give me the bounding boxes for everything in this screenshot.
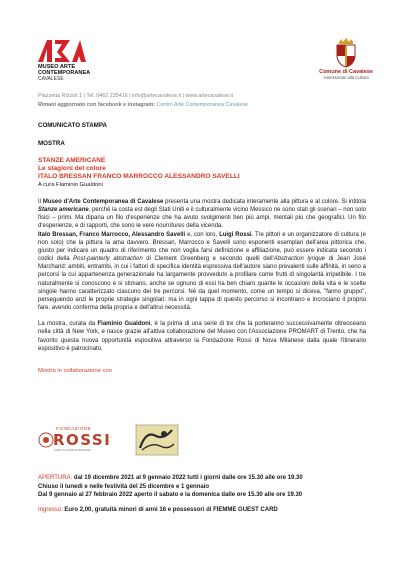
mostra-heading: MOSTRA (38, 140, 65, 147)
p2-f: di Clement Greenberg e secondo quelli dell' (142, 256, 274, 263)
comune-name: Comune di Cavalese (319, 69, 373, 75)
paragraph-collaboration (38, 320, 366, 353)
p1-e: , perché la costa est degli Stati Uniti e il culturalmente vicino Messico ne sono stati gli scenari – non solo fisici – primi. Ma dipana un filo d'esperienze che ha avuto svolgimenti ben più ampi, mentali più che geografici. Un filo d'esperienze, e di rapporti, che sono le vere (38, 207, 366, 230)
ingresso-label: Ingresso: (38, 506, 63, 513)
exhibition-title: STANZE AMERICANE (38, 157, 106, 164)
p1-c: presenta una mostra dedicata interamente alla pittura e al colore. Si intitola (163, 199, 367, 205)
museum-logo-text (38, 64, 118, 82)
sponsor-logos (38, 424, 208, 456)
social-line (38, 101, 378, 110)
curator-line: A cura Flaminio Gualdoni (38, 182, 103, 188)
p1-a: Il (38, 199, 43, 205)
comunicato-heading: COMUNICATO STAMPA (38, 122, 107, 129)
apertura-dates: dal 19 dicembre 2021 al 9 gennaio 2022 tutti i giorni dalle ore 15.30 alle ore 19.30 (72, 475, 303, 481)
p1-title: Stanze americane (38, 207, 89, 214)
p2-b: e, con loro, (185, 231, 220, 238)
apertura-line3: Dal 9 gennaio al 27 febbraio 2022 aperto il sabato e la domenica dalle ore 15.30 alle ore 19.30 (38, 492, 303, 499)
p1-g: della vicenda. (184, 223, 223, 230)
p1-nourritures: nourritures (155, 223, 185, 230)
museum-logo-line3: CAVALESE (38, 76, 64, 82)
p3-c: , è la prima di una serie di tre che la porteranno successivamente oltreoceano nella città di New York, e nasce grazie all'attiva collaborazione del Museo con l'Associazione PROMART di Trento, che ha favorito questa nuova opportunità espositiva attraverso la Fondazione Rossi di Nova Milanese dalla quale l'itinerario espositivo è patrocinato. (38, 321, 366, 352)
p2-artists: Italo Bressan, Franco Marrocco, Alessandro Savelli (38, 231, 186, 238)
document-body (38, 122, 366, 375)
rossi-emblem-icon (38, 428, 54, 452)
ingresso-text: Euro 2,00, gratuità minori di anni 16 e possessori di FIEMME GUEST CARD (62, 506, 278, 513)
paragraph-intro (38, 198, 366, 231)
exhibition-artists: ITALO BRESSAN FRANCO MARROCCO ALESSANDRO SAVELLI (38, 173, 240, 180)
social-link[interactable]: Centro Arte Contemporanea Cavalese (155, 102, 249, 108)
apertura-line2: Chiuso il lunedì e nelle festività del 25 dicembre e 1 gennaio (38, 483, 210, 490)
apertura-line1 (38, 474, 368, 483)
museum-logo-line2: CONTEMPORANEA (38, 70, 91, 76)
fondazione-rossi-logo (38, 424, 112, 456)
social-bold: Rimani aggiornato con facebook e instagram: (38, 102, 156, 108)
museum-logo-line1: MUSEO ARTE (38, 64, 76, 70)
exhibition-subtitle: Le stagioni del colore (38, 165, 106, 172)
coat-of-arms-icon (335, 38, 357, 68)
apertura-label: APERTURA: (38, 475, 73, 481)
rossi-top: FONDAZIONE (56, 426, 92, 431)
comune-sub: Assessorato alla Cultura (323, 75, 369, 80)
p2-postpainterly: Post-painterly abstraction (73, 256, 143, 263)
promart-logo-image (134, 424, 180, 456)
museum-logo-mark (38, 40, 86, 62)
p3-a: La mostra, curata da (38, 321, 98, 328)
promart-logo (134, 424, 180, 456)
p2-h: di Jean José Marchand: ambiti, entrambi, in cui i fattori di specifica identità espressiva dell'autore siano prevalenti sulle affinità, in seno a percorsi la cui appartenenza generazionale ha largamente provveduto a profilare come frutti di singolarità irripetibile. I tre naturalmente si conoscono e si stimano, anche se ognuno di essi ha ben chiaro quante le occasioni della vita e le scelte singole hanno caratterizzato ciascuno dei tre percorsi. Né da quel momento, come un tempo si diceva, "fanno gruppo", perseguendo anzi le proprie strategie singolari: ma in ogni tappa di questo percorso si incontrano e incrociano il proprio fare, avendo conferma della propria e dell'altrui necessità. (38, 256, 367, 312)
ingresso-line (38, 506, 368, 515)
rossi-tag: ARTE CULTURE WORLDWIDE (54, 449, 91, 452)
contacts-block (38, 92, 378, 110)
p3-curator: Flaminio Gualdoni (97, 321, 151, 328)
p2-d: . Tre pittori e un organizzatore di cultura (e non solo) che la pittura la ama davvero. Bressan, Marrocco e Savelli sono esponenti esemplari dell'area pittorica che, giusto per indicare un quadro di riferimento che non voglia farsi definizione e affiliazione, può essere indicata secondo i codici della (38, 231, 366, 263)
p2-lyrique: Abstraction lyrique (273, 256, 326, 263)
rossi-name: ROSSI (53, 431, 112, 449)
collaboration-label: Mostra in collaborazione con (38, 367, 112, 374)
opening-info (38, 474, 368, 514)
contacts-line: Piazzetta Rizzoli 1 | Tel. 0462 235416 | info@artecavalese.it | www.artecavalese.it (38, 93, 234, 99)
p1-museum: Museo d'Arte Contemporanea di Cavalese (42, 199, 164, 205)
museum-logo (38, 40, 118, 82)
paragraph-artists (38, 231, 366, 313)
p2-rossi: Luigi Rossi (219, 231, 252, 238)
comune-logo (318, 38, 374, 80)
